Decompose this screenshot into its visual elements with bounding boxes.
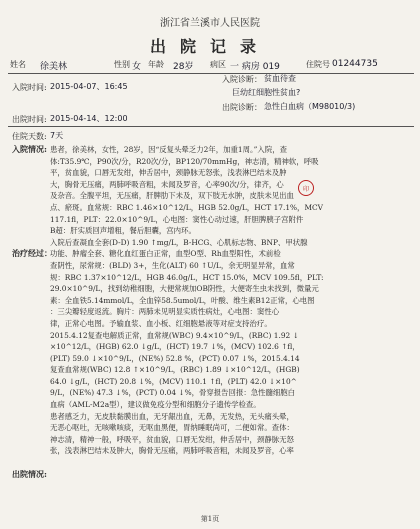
sex-label: 性别	[114, 60, 130, 69]
patient-sex: 女	[132, 62, 142, 72]
patient-age: 28岁	[173, 62, 194, 72]
body-line: 素：全血铁5.14mmol/L，全血锌58.5umol/L，叶酸、维生素B12正常，心电图	[50, 295, 315, 305]
section-rule	[8, 126, 414, 127]
admission-time-label: 入院时间:	[12, 83, 47, 92]
treatment-course-label: 治疗经过：	[12, 248, 52, 258]
record-body	[50, 144, 324, 457]
discharge-condition-label: 出院情况:	[12, 469, 47, 479]
admission-diagnosis-1: 贫血待查	[264, 74, 296, 83]
inpatient-label: 住院号	[306, 60, 330, 69]
admission-diagnosis-2: 巨幼红细胞性贫血?	[232, 88, 301, 97]
discharge-time: 2015-04-14、12:00	[50, 114, 128, 123]
body-line: 体:T35.9℃，P90次/分，R20次/分，BP120/70mmHg，神志清，精神软，呼吸	[50, 156, 319, 166]
body-line: 患者感乏力，无皮肤黏膜出血，无牙龈出血，无鼻，无发热，无头痛头晕，	[50, 411, 294, 421]
body-line: 9/L，(NE%) 47.3 ↓%，(PCT) 0.04 ↓%，骨穿报告回报：急性髓细胞白	[50, 388, 296, 398]
body-line: 大，胸骨无压痛，两肺呼吸音粗，未闻及罗音，心率90次/分，律齐，心	[50, 179, 284, 189]
stay-days-label: 住院天数:	[12, 132, 47, 141]
body-line: 117.1fl，PLT：22.0×10^9/L，心电图：窦性心动过速，肝胆脾胰子宫附件	[50, 214, 304, 224]
ward-label: 病区	[210, 60, 226, 69]
body-line: 入院后查凝血全套(D-D) 1.90 ↑mg/L，B-HCG、心肌标志物、BNP、甲状腺	[50, 237, 308, 247]
admission-condition-label: 入院情况:	[12, 144, 47, 154]
admission-diagnosis-label: 入院诊断：	[222, 75, 262, 84]
body-line: 查阴性，尿常规：(BLD) 3+，生化(ALT) 60 ↑U/L，余无明显异常，血常	[50, 260, 295, 270]
body-line: 无恶心呕吐，无咳嗽咳痰，无呕血黑便，胃纳睡眠尚可，二便如常。查体：	[50, 423, 294, 433]
body-line: 点、瘀斑。血常规：RBC 1.46×10^12/L，HGB 52.0g/L，HCT 17.1%，MCV	[50, 202, 324, 212]
body-line: 及杂音。全腹平坦，无压痛，肝脾肋下未及，双下肢无水肿，皮肤未见出血	[50, 191, 294, 201]
body-line: 29.0×10^9/L，找到幼稚细胞，大便常规加OB阴性，大便寄生虫未找到，微量元	[50, 284, 319, 294]
discharge-diagnosis-label: 出院诊断：	[222, 103, 262, 112]
body-line: 64.0 ↓g/L，(HCT) 20.8 ↓%，(MCV) 110.1 ↑fl，(PLT) 42.0 ↓×10^	[50, 376, 297, 386]
header-rule	[8, 73, 414, 74]
body-line: 律，正常心电图。予输血浆、血小板、红细胞悬液等对症支持治疗。	[50, 318, 272, 328]
body-line: 规：RBC 1.37×10^12/L，HGB 46.0g/L，HCT 15.0%，MCV 109.5fl，PLT:	[50, 272, 324, 282]
body-line: ×10^12/L，(HGB) 62.0 ↓g/L，(HCT) 19.7 ↓%，(MCV) 102.6 ↑fl，	[50, 342, 300, 352]
body-line: 张，浅表淋巴结未及肿大，胸骨无压痛，两肺呼吸音粗，未闻及罗音，心率	[50, 446, 294, 456]
age-label: 年龄	[148, 60, 164, 69]
page-number: 第1页	[200, 515, 220, 523]
seal-stamp-icon: 印	[298, 180, 314, 196]
body-line: 复查血常规(WBC) 12.8 ↑×10^9/L，(RBC) 1.89 ↓×10^12/L，(HGB)	[50, 365, 300, 375]
body-line: 神志清，精神一般，呼吸平，贫血貌，口唇无发绀，伸舌居中，颈静脉无怒	[50, 434, 294, 444]
discharge-diagnosis: 急性白血病（M98010/3)	[264, 102, 356, 111]
body-line: 血病（AML-M2a型），建议做免疫分型和细胞分子遗传学检查。	[50, 400, 261, 410]
admission-time: 2015-04-07、16:45	[50, 82, 128, 91]
body-line: B超：肝实质回声增粗，餐后胆囊，宫内环。	[50, 226, 196, 236]
body-line: 2015.4.12复查电解质正常，血常规(WBC) 9.4×10^9/L，(RBC) 1.92 ↓	[50, 330, 299, 340]
body-line: 功能、肿瘤全套、糖化血红蛋白正常，血型O型、Rh血型阳性，术前检	[50, 249, 281, 259]
stay-days: 7天	[50, 131, 64, 140]
inpatient-number: 01244735	[332, 59, 378, 69]
document-title: 出院记录	[149, 37, 270, 56]
hospital-name: 浙江省兰溪市人民医院	[160, 18, 260, 29]
name-label: 姓名	[10, 60, 26, 69]
patient-name: 徐美林	[40, 62, 68, 72]
discharge-time-label: 出院时间:	[12, 115, 47, 124]
body-line: ：三尖瓣轻度返流。胸片：两肺未见明显实质性病灶，心电图：窦性心	[50, 307, 280, 317]
body-line: 平，贫血貌，口唇无发绀，伸舌居中，颈静脉无怒张，浅表淋巴结未及肿	[50, 168, 287, 178]
body-line: 患者，徐美林，女性，28岁，因“反复头晕乏力2年，加重1周。”入院，查	[50, 145, 287, 154]
patient-ward: 一 病房 019	[230, 62, 280, 72]
body-line: (PLT) 59.0 ↓×10^9/L，(NE%) 52.8 %，(PCT) 0.07 ↓%，2015.4.14	[50, 353, 300, 363]
